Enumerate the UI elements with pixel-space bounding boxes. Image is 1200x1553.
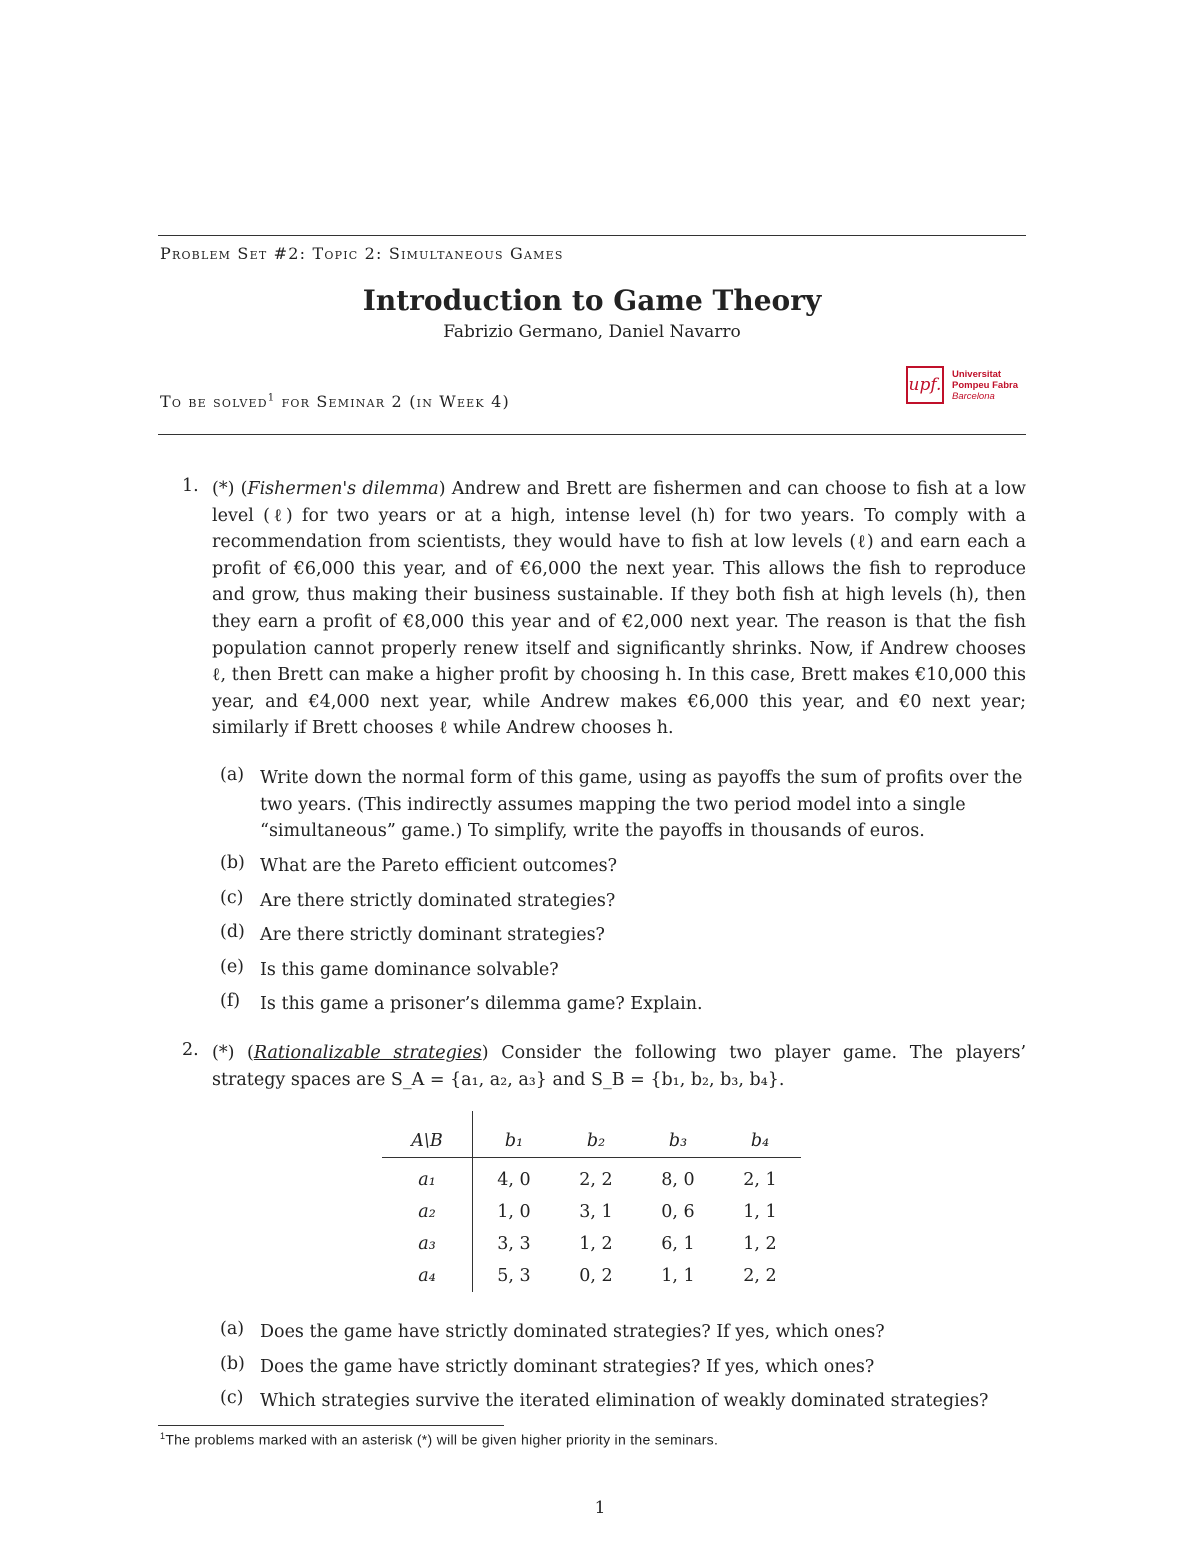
footnote: [160, 1431, 718, 1448]
part-label: (b): [220, 1353, 245, 1374]
logo-line-2: Pompeu Fabra: [952, 379, 1018, 391]
problem-number: 1.: [182, 476, 199, 496]
problem-set-heading: Problem Set #2: Topic 2: Simultaneous Games: [160, 244, 564, 263]
problem-2: 2. (*) (Rationalizable strategies) Consider the following two player game. The players’ strategy spaces are S_A = {a₁, a₂, a₃} and S_B = {b₁, b₂, b₃, b₄}.: [182, 1040, 1027, 1090]
row-header: a₁: [382, 1158, 473, 1197]
authors: Fabrizio Germano, Daniel Navarro: [443, 322, 741, 342]
payoff-cell: 1, 0: [497, 1202, 531, 1222]
problem-text: Consider the following two player game. The players’ strategy spaces are S_A = {a₁, a₂, a₃} and S_B = {b₁, b₂, b₃, b₄}.: [212, 1043, 1027, 1090]
list-item: [220, 888, 1026, 923]
part-label: (c): [220, 887, 244, 908]
table-row: [382, 1196, 801, 1228]
document-title: Introduction to Game Theory: [362, 284, 822, 317]
table-row: [382, 1158, 801, 1197]
part-label: (d): [220, 922, 245, 942]
column-header: b₁: [473, 1111, 556, 1158]
row-header: a₄: [382, 1260, 473, 1292]
column-header: b₄: [719, 1111, 801, 1158]
footnote-text: The problems marked with an asterisk (*) will be given higher priority in the seminars.: [165, 1431, 719, 1448]
to-be-solved-line: [160, 392, 510, 411]
footnote-marker: 1: [267, 392, 276, 404]
logo-line-1: Universitat: [952, 368, 1002, 380]
table-row: [382, 1228, 801, 1260]
header-bottom-rule: [158, 434, 1026, 435]
part-text: Does the game have strictly dominant strategies? If yes, which ones?: [260, 1356, 875, 1377]
table-row: [382, 1260, 801, 1292]
list-item: [220, 1354, 1026, 1389]
part-text: Which strategies survive the iterated elimination of weakly dominated strategies?: [260, 1391, 989, 1411]
part-text: Are there strictly dominated strategies?: [260, 890, 616, 911]
footnote-mark: 1: [160, 1431, 166, 1441]
payoff-cell: 1, 1: [661, 1266, 695, 1286]
list-item: [220, 957, 1026, 992]
upf-logo-text: [952, 369, 1018, 402]
list-item: [220, 991, 1026, 1026]
payoff-cell: 2, 2: [743, 1266, 777, 1286]
part-text: What are the Pareto efficient outcomes?: [260, 856, 617, 876]
column-header: b₃: [637, 1111, 719, 1158]
logo-line-3: Barcelona: [952, 390, 995, 402]
problem-2-parts: [220, 1319, 1026, 1423]
part-label: (b): [220, 853, 245, 873]
list-item: [220, 853, 1026, 888]
part-label: (c): [220, 1388, 244, 1408]
problem-1-parts: [220, 765, 1026, 1026]
problem-topic: Rationalizable strategies: [253, 1043, 482, 1063]
payoff-cell: 0, 6: [661, 1202, 695, 1222]
payoff-cell: 1, 2: [743, 1234, 777, 1254]
payoff-cell: 8, 0: [661, 1170, 695, 1190]
problem-text: Andrew and Brett are fishermen and can choose to fish at a low level (ℓ) for two years or at a high, intense level (h) for two years. To comply with a recommendation from scientists, they would have to fish at low levels (ℓ) and earn each a profit of €6,000 this year, and of €6,000 the next year. This allows the fish to reproduce and grow, thus making their business sustainable. If they both fish at high levels (h), then they earn a profit of €8,000 this year and of €2,000 next year. The reason is that the fish population cannot properly renew itself and significantly shrinks. Now, if Andrew chooses ℓ, then Brett can make a higher profit by choosing h. In this case, Brett makes €10,000 this year, and €4,000 next year, while Andrew makes €6,000 this year, and €0 next year; similarly if Brett chooses ℓ while Andrew chooses h.: [212, 479, 1026, 739]
list-item: [220, 922, 1026, 957]
payoff-cell: 2, 2: [579, 1170, 613, 1190]
part-label: (a): [220, 765, 245, 785]
seminar-info: for Seminar 2 (in Week 4): [275, 392, 510, 411]
payoff-matrix: [382, 1111, 801, 1292]
priority-star: (*): [212, 1043, 235, 1063]
footnote-rule: [158, 1425, 504, 1426]
payoff-cell: 0, 2: [579, 1266, 613, 1286]
part-text: Write down the normal form of this game, using as payoffs the sum of profits over the two years. (This indirectly assumes mapping the two period model into a single “simultaneous” game.) To simplify, write the payoffs in thousands of euros.: [260, 768, 1023, 842]
payoff-cell: 1, 1: [743, 1202, 777, 1222]
problem-1: 1. (*) (Fishermen's dilemma) Andrew and Brett are fishermen and can choose to fish at a low level (ℓ) for two years or at a high, intense level (h) for two years. To comply with a recommendation from scientists, they would have to fish at low levels (ℓ) and earn each a profit of €6,000 this year, and of €6,000 the next year. This allows the fish to reproduce and grow, thus making their business sustainable. If they both fish at high levels (h), then they earn a profit of €8,000 this year and of €2,000 next year. The reason is that the fish population cannot properly renew itself and significantly shrinks. Now, if Andrew chooses ℓ, then Brett can make a higher profit by choosing h. In this case, Brett makes €10,000 this year, and €4,000 next year, while Andrew makes €6,000 this year, and €0 next year; similarly if Brett chooses ℓ while Andrew chooses h.: [182, 476, 1026, 739]
payoff-cell: 2, 1: [743, 1170, 777, 1190]
list-item: [220, 1319, 1026, 1354]
payoff-cell: 1, 2: [579, 1234, 613, 1254]
part-label: (f): [220, 991, 241, 1011]
column-header: b₂: [555, 1111, 637, 1158]
list-item: [220, 1388, 1026, 1423]
upf-logo: [906, 366, 1018, 404]
part-text: Are there strictly dominant strategies?: [260, 925, 605, 945]
row-header: a₃: [382, 1228, 473, 1260]
part-text: Does the game have strictly dominated strategies? If yes, which ones?: [260, 1322, 885, 1342]
to-be-solved-label: To be solved: [160, 392, 268, 411]
problem-topic: Fishermen's dilemma: [247, 479, 439, 499]
payoff-cell: 3, 1: [579, 1202, 613, 1222]
part-text: Is this game a prisoner’s dilemma game? Explain.: [260, 994, 703, 1014]
page-number: 1: [594, 1498, 606, 1518]
part-text: Is this game dominance solvable?: [260, 959, 559, 980]
header-top-rule: [158, 235, 1026, 236]
payoff-cell: 6, 1: [661, 1234, 695, 1254]
upf-logo-mark: upf.: [906, 366, 944, 404]
list-item: [220, 765, 1026, 853]
problem-number: 2.: [182, 1040, 199, 1060]
part-label: (a): [220, 1319, 245, 1339]
row-header: a₂: [382, 1196, 473, 1228]
payoff-cell: 3, 3: [497, 1234, 531, 1254]
matrix-corner: A\B: [382, 1111, 473, 1158]
priority-star: (*): [212, 479, 235, 499]
part-label: (e): [220, 956, 245, 977]
payoff-cell: 4, 0: [497, 1170, 531, 1190]
payoff-cell: 5, 3: [497, 1266, 531, 1286]
